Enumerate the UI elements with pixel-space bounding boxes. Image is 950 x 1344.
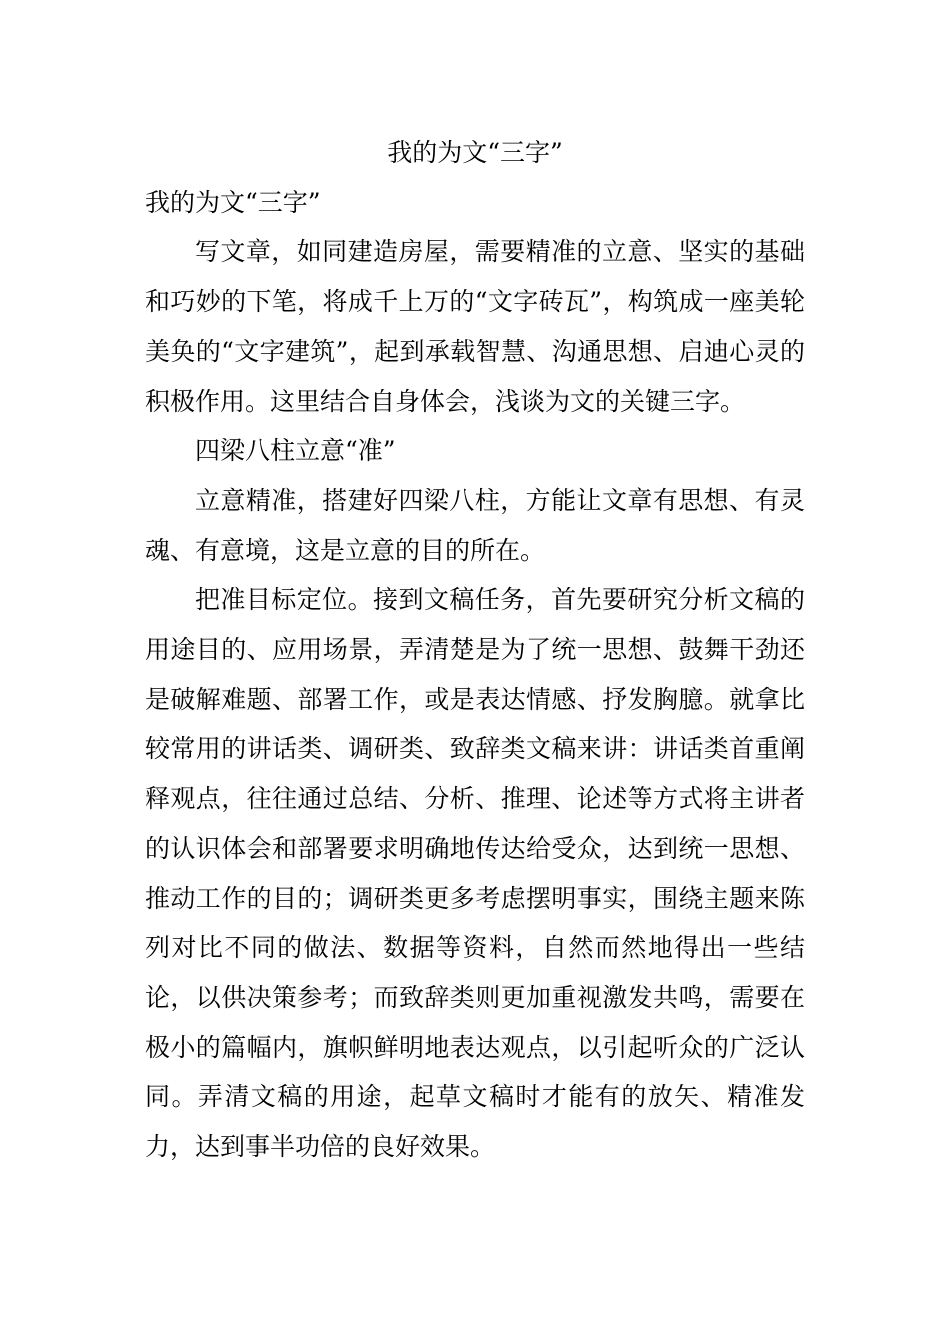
document-heading: 我的为文“三字” — [145, 187, 321, 217]
paragraph-target-positioning: 把准目标定位。接到文稿任务，首先要研究分析文稿的用途目的、应用场景，弄清楚是为了统一思想、鼓舞干劲还是破解难题、部署工作，或是表达情感、抒发胸臆。就拿比较常用的讲话类、调研类、致辞类文稿来讲：讲话类首重阐释观点，往往通过总结、分析、推理、论述等方式将主讲者的认识体会和部署要求明确地传达给受众，达到统一思想、推动工作的目的；调研类更多考虑摆明事实，围绕主题来陈列对比不同的做法、数据等资料，自然而然地得出一些结论，以供决策参考；而致辞类则更加重视激发共鸣，需要在极小的篇幅内，旗帜鲜明地表达观点，以引起听众的广泛认同。弄清文稿的用途，起草文稿时才能有的放矢、精准发力，达到事半功倍的良好效果。 — [145, 585, 805, 1162]
paragraph-section-intro: 立意精准，搭建好四梁八柱，方能让文章有思想、有灵魂、有意境，这是立意的目的所在。 — [145, 485, 805, 565]
document-page — [145, 128, 805, 1172]
document-title: 我的为文“三字” — [387, 138, 563, 167]
paragraph-intro: 写文章，如同建造房屋，需要精准的立意、坚实的基础和巧妙的下笔，将成千上万的“文字砖瓦”，构筑成一座美轮美奂的“文字建筑”，起到承载智慧、沟通思想、启迪心灵的积极作用。这里结合自身体会，浅谈为文的关键三字。 — [145, 237, 805, 416]
section-heading: 四梁八柱立意“准” — [195, 436, 396, 466]
